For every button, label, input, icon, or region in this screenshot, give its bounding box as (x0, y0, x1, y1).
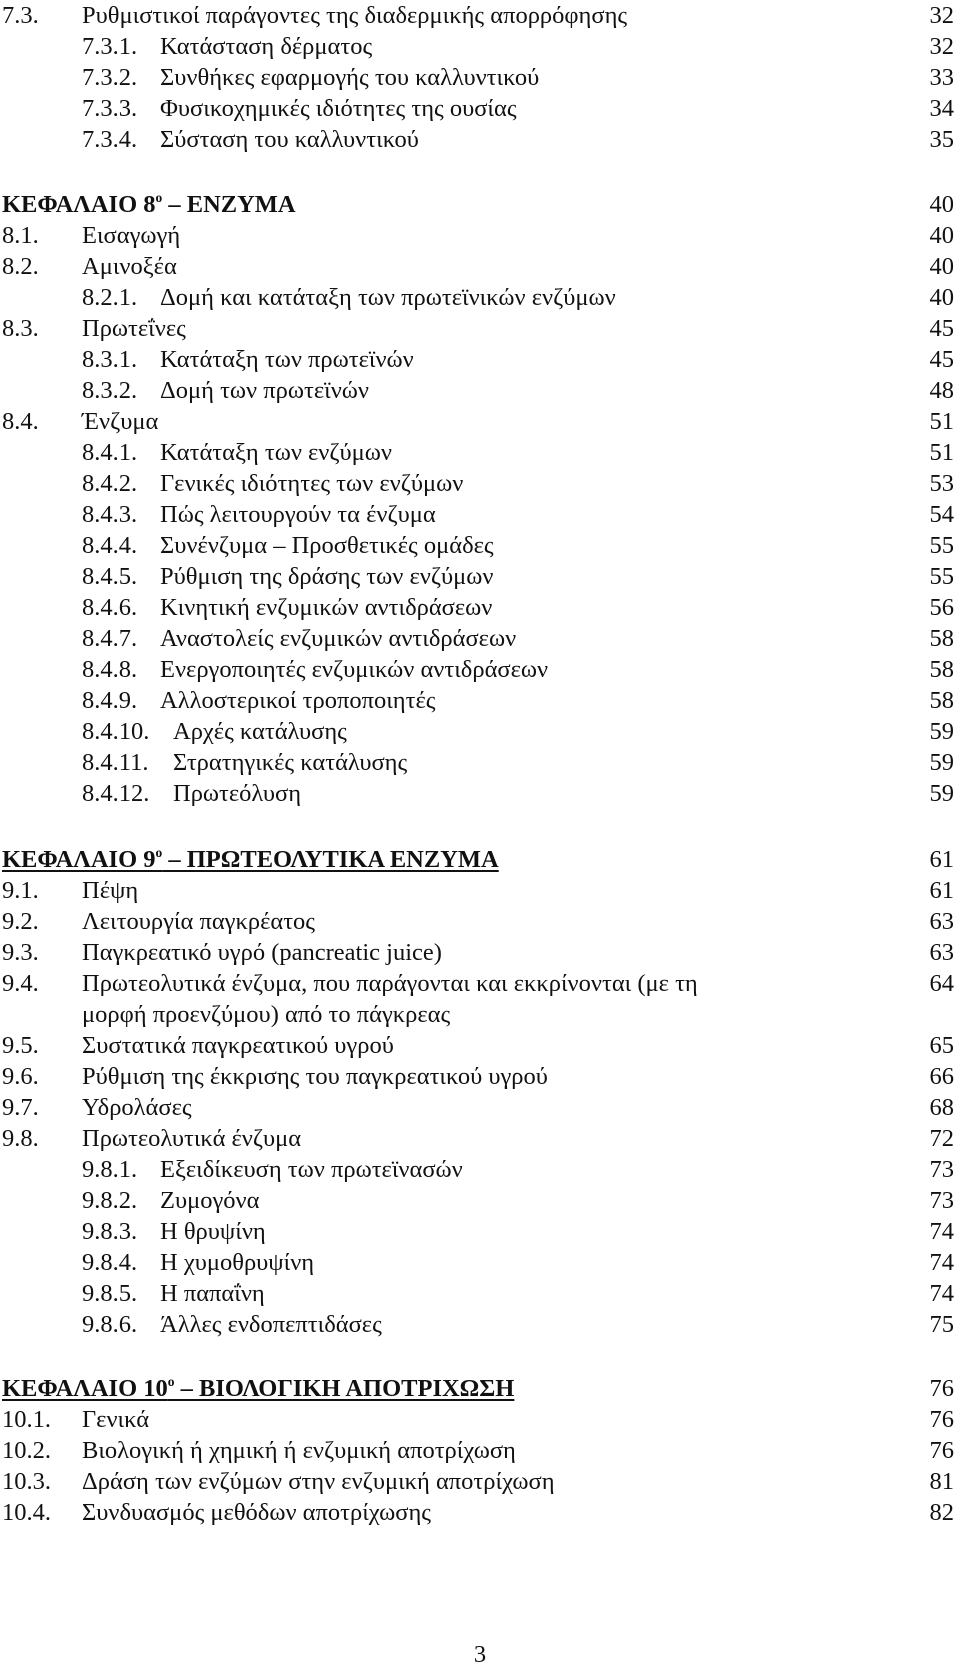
entry-page: 58 (929, 687, 954, 714)
toc-entry (0, 655, 960, 685)
toc-entry (0, 593, 960, 623)
entry-number: 9.8.3. (82, 1218, 138, 1245)
entry-number: 7.3. (2, 2, 39, 29)
toc-entry (0, 438, 960, 468)
entry-number: 10.2. (2, 1437, 51, 1464)
toc-entry (0, 876, 960, 906)
entry-page: 54 (929, 501, 954, 528)
entry-page: 40 (929, 191, 954, 218)
entry-page: 59 (929, 718, 954, 745)
entry-title: Πώς λειτουργούν τα ένζυμα (160, 501, 436, 528)
entry-title: Συνθήκες εφαρμογής του καλλυντικού (160, 64, 540, 91)
entry-page: 73 (929, 1187, 954, 1214)
entry-title: Λειτουργία παγκρέατος (82, 908, 316, 935)
toc-entry (0, 1124, 960, 1154)
toc-entry (0, 1279, 960, 1309)
entry-title: Αρχές κατάλυσης (173, 718, 347, 745)
entry-page: 75 (929, 1311, 954, 1338)
entry-title: Άλλες ενδοπεπτιδάσες (160, 1311, 382, 1338)
entry-title: Υδρολάσες (82, 1094, 192, 1121)
entry-number: 8.3. (2, 315, 39, 342)
entry-page: 63 (929, 939, 954, 966)
entry-title: Ενεργοποιητές ενζυμικών αντιδράσεων (160, 656, 549, 683)
entry-number: 7.3.2. (82, 64, 138, 91)
entry-number: 8.2. (2, 253, 39, 280)
toc-entry (0, 531, 960, 561)
toc-entry (0, 283, 960, 313)
entry-page: 55 (929, 532, 954, 559)
toc-entry (0, 1467, 960, 1497)
entry-number: 8.4.1. (82, 439, 138, 466)
entry-page: 65 (929, 1032, 954, 1059)
entry-title: Πρωτεΐνες (82, 315, 186, 342)
entry-page: 35 (929, 126, 954, 153)
entry-title: Παγκρεατικό υγρό (pancreatic juice) (82, 939, 442, 966)
toc-entry (0, 221, 960, 251)
toc-entry (0, 1217, 960, 1247)
toc-entry (0, 1093, 960, 1123)
entry-number: 8.3.2. (82, 377, 138, 404)
entry-page: 55 (929, 563, 954, 590)
toc-entry (0, 1248, 960, 1278)
entry-title: μορφή προενζύμου) από το πάγκρεας (82, 1001, 451, 1028)
entry-title: Δομή και κατάταξη των πρωτεϊνικών ενζύμων (160, 284, 616, 311)
toc-entry (0, 63, 960, 93)
toc-entry (0, 717, 960, 747)
entry-page: 64 (929, 970, 954, 997)
entry-number: 7.3.4. (82, 126, 138, 153)
entry-number: 8.4.6. (82, 594, 138, 621)
entry-number: 9.8.4. (82, 1249, 138, 1276)
entry-page: 40 (929, 284, 954, 311)
entry-title: Ρύθμιση της δράσης των ενζύμων (160, 563, 494, 590)
entry-number: 8.4.12. (82, 780, 150, 807)
toc-entry (0, 907, 960, 937)
entry-number: 8.3.1. (82, 346, 138, 373)
entry-title: Ρυθμιστικοί παράγοντες της διαδερμικής απορρόφησης (82, 2, 628, 29)
entry-number: 8.4.2. (82, 470, 138, 497)
toc-entry (0, 779, 960, 809)
toc-entry (0, 624, 960, 654)
entry-page: 61 (929, 846, 954, 873)
entry-title: Εισαγωγή (82, 222, 181, 249)
entry-title: Συστατικά παγκρεατικού υγρού (82, 1032, 394, 1059)
toc-entry (0, 1155, 960, 1185)
toc-entry (0, 469, 960, 499)
entry-title: Πέψη (82, 877, 139, 904)
entry-page: 58 (929, 656, 954, 683)
entry-page: 59 (929, 780, 954, 807)
entry-page: 73 (929, 1156, 954, 1183)
entry-page: 74 (929, 1218, 954, 1245)
entry-number: 9.1. (2, 877, 39, 904)
entry-title: Κατάταξη των πρωτεϊνών (160, 346, 414, 373)
entry-page: 45 (929, 346, 954, 373)
chapter-heading (0, 1374, 960, 1404)
toc-entry (0, 500, 960, 530)
entry-page: 76 (929, 1406, 954, 1433)
entry-number: 9.5. (2, 1032, 39, 1059)
entry-number: 9.3. (2, 939, 39, 966)
entry-title: Δράση των ενζύμων στην ενζυμική αποτρίχωση (82, 1468, 555, 1495)
chapter-title: ΚΕΦΑΛΑΙΟ $8^o$ – ΕΝΖΥΜΑ (2, 189, 296, 218)
chapter-title: ΚΕΦΑΛΑΙΟ $9^o$ – ΠΡΩΤΕΟΛΥΤΙΚΑ ΕΝΖΥΜΑ (2, 844, 499, 873)
entry-title: Ρύθμιση της έκκρισης του παγκρεατικού υγρού (82, 1063, 548, 1090)
entry-title: Ζυμογόνα (160, 1187, 260, 1214)
entry-title: Συνδυασμός μεθόδων αποτρίχωσης (82, 1499, 431, 1526)
entry-number: 9.8.6. (82, 1311, 138, 1338)
entry-page: 34 (929, 95, 954, 122)
entry-number: 9.7. (2, 1094, 39, 1121)
entry-page: 82 (929, 1499, 954, 1526)
entry-title: Γενικά (82, 1406, 150, 1433)
entry-page: 66 (929, 1063, 954, 1090)
entry-number: 9.6. (2, 1063, 39, 1090)
entry-title: Η θρυψίνη (160, 1218, 266, 1245)
entry-title: Αναστολείς ενζυμικών αντιδράσεων (160, 625, 517, 652)
entry-page: 74 (929, 1280, 954, 1307)
entry-title: Σύσταση του καλλυντικού (160, 126, 419, 153)
entry-number: 10.1. (2, 1406, 51, 1433)
entry-page: 32 (929, 33, 954, 60)
entry-title: Η παπαΐνη (160, 1280, 265, 1307)
entry-number: 8.1. (2, 222, 39, 249)
page-number-footer: 3 (473, 1641, 487, 1668)
toc-entry (0, 748, 960, 778)
toc-entry (0, 314, 960, 344)
entry-number: 9.8.2. (82, 1187, 138, 1214)
entry-title: Γενικές ιδιότητες των ενζύμων (160, 470, 464, 497)
entry-page: 40 (929, 222, 954, 249)
entry-number: 7.3.3. (82, 95, 138, 122)
entry-page: 61 (929, 877, 954, 904)
entry-title: Κατάσταση δέρματος (160, 33, 373, 60)
entry-page: 45 (929, 315, 954, 342)
toc-entry (0, 1310, 960, 1340)
entry-number: 8.4.4. (82, 532, 138, 559)
entry-number: 10.4. (2, 1499, 51, 1526)
entry-title: Πρωτεολυτικά ένζυμα, που παράγονται και εκκρίνονται (με τη (82, 970, 698, 997)
entry-title: Φυσικοχημικές ιδιότητες της ουσίας (160, 95, 517, 122)
chapter-heading (0, 845, 960, 875)
entry-page: 40 (929, 253, 954, 280)
entry-title: Συνένζυμα – Προσθετικές ομάδες (160, 532, 494, 559)
toc-entry (0, 252, 960, 282)
entry-number: 8.4.10. (82, 718, 150, 745)
entry-title: Εξειδίκευση των πρωτεϊνασών (160, 1156, 463, 1183)
entry-page: 58 (929, 625, 954, 652)
entry-page: 48 (929, 377, 954, 404)
entry-number: 7.3.1. (82, 33, 138, 60)
entry-number: 8.2.1. (82, 284, 138, 311)
toc-entry (0, 1, 960, 31)
entry-title: Πρωτεόλυση (173, 780, 302, 807)
entry-title: Αλλοστερικοί τροποποιητές (160, 687, 436, 714)
entry-number: 8.4.9. (82, 687, 138, 714)
entry-page: 53 (929, 470, 954, 497)
entry-number: 9.2. (2, 908, 39, 935)
entry-number: 8.4.11. (82, 749, 149, 776)
entry-title: Αμινοξέα (82, 253, 177, 280)
entry-title: Δομή των πρωτεϊνών (160, 377, 369, 404)
entry-number: 8.4.3. (82, 501, 138, 528)
entry-number: 8.4.7. (82, 625, 138, 652)
toc-entry (0, 1436, 960, 1466)
entry-page: 68 (929, 1094, 954, 1121)
entry-number: 9.4. (2, 970, 39, 997)
entry-number: 10.3. (2, 1468, 51, 1495)
entry-number: 9.8.1. (82, 1156, 138, 1183)
entry-page: 51 (929, 408, 954, 435)
toc-entry (0, 1031, 960, 1061)
entry-page: 74 (929, 1249, 954, 1276)
toc-entry (0, 686, 960, 716)
entry-page: 59 (929, 749, 954, 776)
toc-entry (0, 376, 960, 406)
entry-page: 56 (929, 594, 954, 621)
entry-title: Η χυμοθρυψίνη (160, 1249, 315, 1276)
toc-entry (0, 1498, 960, 1528)
toc-entry (0, 407, 960, 437)
entry-number: 9.8.5. (82, 1280, 138, 1307)
entry-number: 9.8. (2, 1125, 39, 1152)
entry-number: 8.4.8. (82, 656, 138, 683)
toc-entry (0, 1062, 960, 1092)
toc-entry (0, 969, 960, 999)
entry-page: 63 (929, 908, 954, 935)
toc-entry (0, 94, 960, 124)
entry-page: 51 (929, 439, 954, 466)
chapter-title: ΚΕΦΑΛΑΙΟ $10^o$ – ΒΙΟΛΟΓΙΚΗ ΑΠΟΤΡΙΧΩΣΗ (2, 1373, 515, 1402)
toc-entry (0, 345, 960, 375)
entry-page: 33 (929, 64, 954, 91)
entry-title: Βιολογική ή χημική ή ενζυμική αποτρίχωση (82, 1437, 516, 1464)
toc-entry (0, 32, 960, 62)
entry-number: 8.4.5. (82, 563, 138, 590)
toc-entry (0, 1405, 960, 1435)
entry-title: Πρωτεολυτικά ένζυμα (82, 1125, 302, 1152)
entry-page: 81 (929, 1468, 954, 1495)
toc-entry (0, 562, 960, 592)
toc-entry (0, 938, 960, 968)
entry-page: 72 (929, 1125, 954, 1152)
entry-page: 76 (929, 1375, 954, 1402)
entry-page: 76 (929, 1437, 954, 1464)
entry-page: 32 (929, 2, 954, 29)
entry-title: Κατάταξη των ενζύμων (160, 439, 392, 466)
toc-entry (0, 125, 960, 155)
toc-entry-continuation (0, 1000, 960, 1030)
entry-number: 8.4. (2, 408, 39, 435)
entry-title: Στρατηγικές κατάλυσης (173, 749, 408, 776)
chapter-heading (0, 190, 960, 220)
entry-title: Κινητική ενζυμικών αντιδράσεων (160, 594, 493, 621)
entry-title: Ένζυμα (82, 408, 159, 435)
toc-entry (0, 1186, 960, 1216)
